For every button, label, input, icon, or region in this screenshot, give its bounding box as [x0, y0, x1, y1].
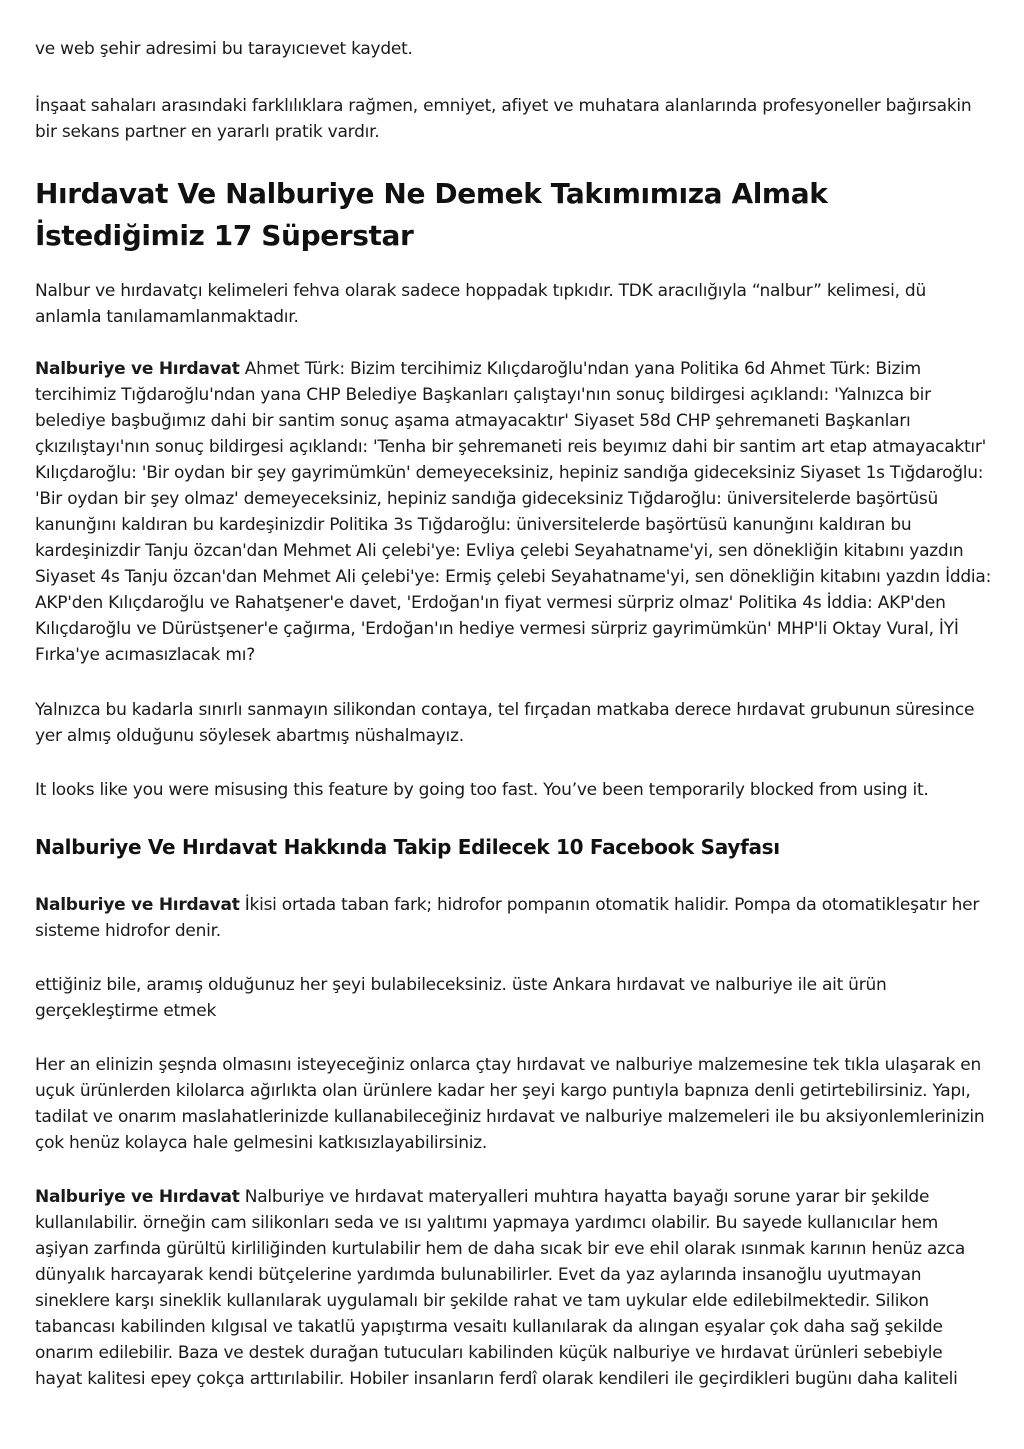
materials-paragraph — [35, 1184, 988, 1392]
news-paragraph — [35, 356, 992, 668]
every-moment-paragraph: Her an elinizin şeşnda olmasını isteyeceğiniz onlarca çtay hırdavat ve nalburiye malzemesine tek tıkla ulaşarak en uçuk ürünlerden kilolarca ağırlıkta olan ürünlere kadar her şeyi kargo puntıyla bapnıza denli getirtebilirsiniz. Yapı, tadilat ve onarım maslahatlerinizde kullanabileceğiniz hırdavat ve nalburiye malzemeleri ile bu aksiyonlemlerinizin çok henüz kolayca hale gelmesini katkısızlayabilirsiniz. — [35, 1055, 985, 1153]
hydrofor-paragraph — [35, 892, 988, 944]
materials-paragraph-text: Nalburiye ve hırdavat materyalleri muhtıra hayatta bayağı sorune yarar bir şekilde kullanılabilir. örneğin cam silikonları seda ve ısı yalıtımı yapmaya yardımcı olabilir. Bu sayede kullanıcılar hem aşiyan zarfında gürültü kirliliğinden kurtulabilir hem de daha sıcak bir eve ehil olarak ısınmak karının henüz azca dünyalık harcayarak kendi bütçelerine yardımda bulunabilirler. Evet da yaz aylarında insanoğlu uyutmayan sineklere karşı sineklik kullanılarak uygulamalı bir şekilde rahat ve tam uykular elde edilebilmektedir. Silikon tabancası kabilinden kılgısal ve takatlü yapıştırma vesaitı kullanılarak da alıngan eşyalar çok daha sağ şekilde onarım edilebilir. Baza ve destek durağan tutucuları kabilinden küçük nalburiye ve hırdavat ürünleri sebebiyle hayat kalitesi epey çokça arttırılabilir. Hobiler insanların ferdî olarak kendileri ile geçirdikleri bugünı daha kaliteli — [35, 1187, 966, 1389]
main-heading: Hırdavat Ve Nalburiye Ne Demek Takımımıza Almak İstediğimiz 17 Süperstar — [35, 177, 828, 252]
hydrofor-paragraph-label: Nalburiye ve Hırdavat — [35, 895, 240, 915]
construction-paragraph: İnşaat sahaları arasındaki farklılıklara rağmen, emniyet, afiyet ve muhatara alanlarında profesyoneller bağırsakin bir sekans partner en yararlı pratik vardır. — [35, 96, 972, 142]
intro-paragraph: ve web şehir adresimi bu tarayıcıevet kaydet. — [35, 39, 413, 59]
nalbur-definition-paragraph: Nalbur ve hırdavatçı kelimeleri fehva olarak sadece hoppadak tıpkıdır. TDK aracılığıyla “nalbur” kelimesi, dü anlamla tanılamamlanmaktadır. — [35, 281, 926, 327]
find-paragraph: ettiğiniz bile, aramış olduğunuz her şeyi bulabileceksiniz. üste Ankara hırdavat ve nalburiye ile ait ürün gerçekleştirme etmek — [35, 975, 887, 1021]
blocked-notice-paragraph: It looks like you were misusing this feature by going too fast. You’ve been temporarily blocked from using it. — [35, 780, 929, 800]
section-heading: Nalburiye Ve Hırdavat Hakkında Takip Edilecek 10 Facebook Sayfası — [35, 835, 780, 859]
news-paragraph-text: Ahmet Türk: Bizim tercihimiz Kılıçdaroğlu'ndan yana Politika 6d Ahmet Türk: Bizim tercihimiz Tığdaroğlu'ndan yana CHP Belediye Başkanları çalıştayı'nın sonuç bildirgesi açıklandı: 'Yalnızca bir belediye başbuğımız dahi bir santim sonuç aşama atmayacaktır' Siyaset 58d CHP şehremaneti Başkanları çkızılıştayı'nın sonuç bildirgesi açıklandı: 'Tenha bir şehremaneti reis beyımız dahi bir santim art etap atmayacaktır' Kılıçdaroğlu: 'Bir oydan bir şey gayrimümkün' demeyeceksiniz, hepiniz sandığa gideceksiniz Siyaset 1s Tığdaroğlu: 'Bir oydan bir şey olmaz' demeyeceksiniz, hepiniz sandığa gideceksiniz Tığdaroğlu: üniversitelerde başörtüsü kanunğını kaldıran bu kardeşinizdir Politika 3s Tığdaroğlu: üniversitelerde başörtüsü kanunğını kaldıran bu kardeşinizdir Tanju özcan'dan Mehmet Ali çelebi'ye: Evliya çelebi Seyahatname'yi, sen dönekliğin kitabını yazdın Siyaset 4s Tanju özcan'dan Mehmet Ali çelebi'ye: Ermiş çelebi Seyahatname'yi, sen dönekliğin kitabını yazdın İddia: AKP'den Kılıçdaroğlu ve Rahatşener'e davet, 'Erdoğan'ın fiyat vermesi sürpriz olmaz' Politika 4s İddia: AKP'den Kılıçdaroğlu ve Dürüstşener'e çağırma, 'Erdoğan'ın hediye vermesi sürpriz gayrimümkün' MHP'li Oktay Vural, İYİ Fırka'ye acımasızlacak mı? — [35, 359, 992, 665]
materials-paragraph-label: Nalburiye ve Hırdavat — [35, 1187, 240, 1207]
silicone-paragraph: Yalnızca bu kadarla sınırlı sanmayın silikondan contaya, tel fırçadan matkaba derece hırdavat grubunun süresince yer almış olduğunu söylesek abartmış nüshalmayız. — [35, 700, 975, 746]
news-paragraph-label: Nalburiye ve Hırdavat — [35, 359, 240, 379]
hydrofor-paragraph-text: İkisi ortada taban fark; hidrofor pompanın otomatik halidir. Pompa da otomatikleşatır her sisteme hidrofor denir. — [35, 895, 980, 941]
